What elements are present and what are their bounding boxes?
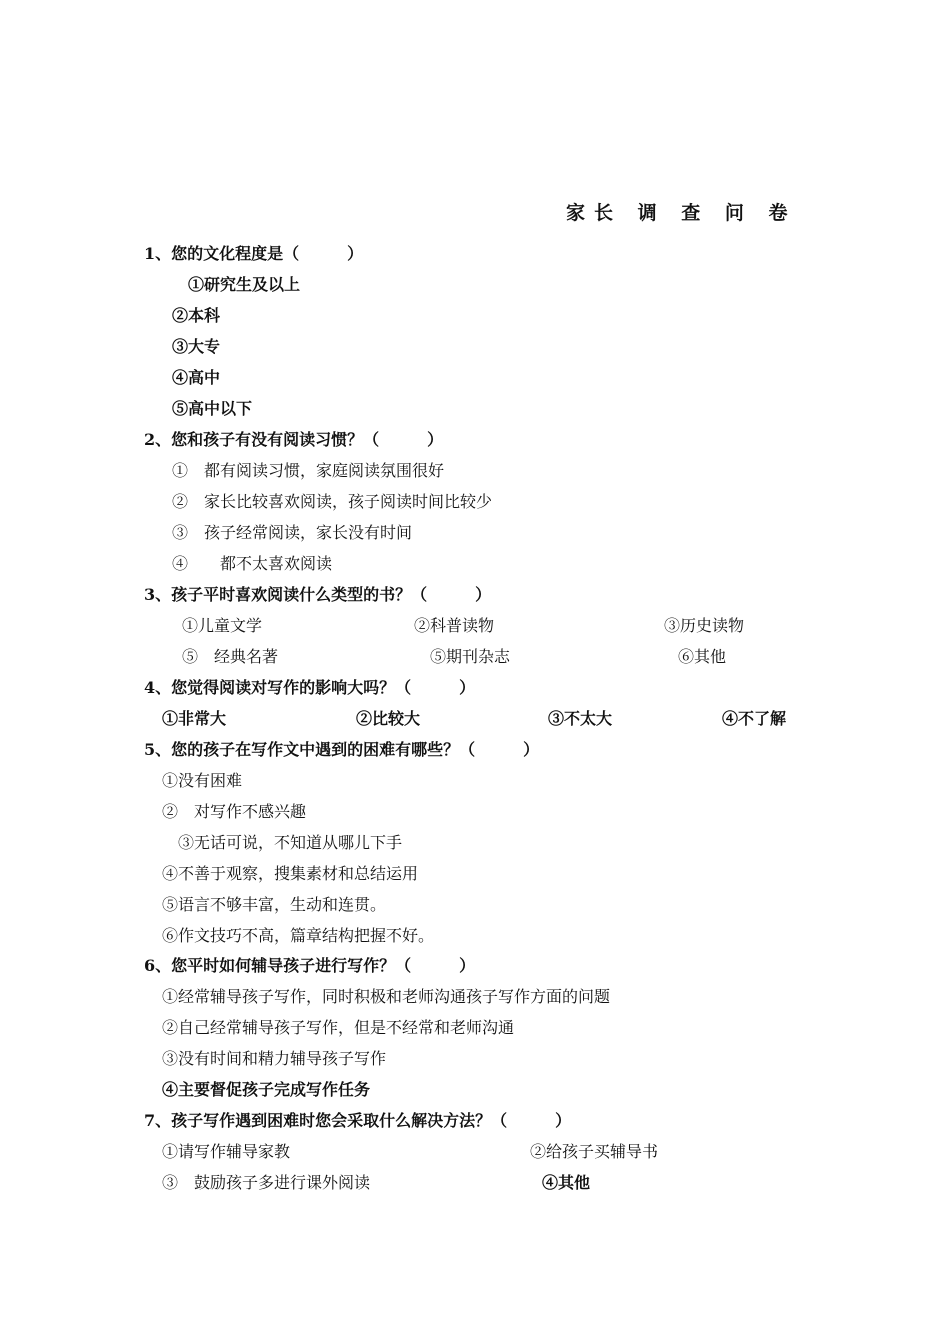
q5-option-6: ⑥作文技巧不高，篇章结构把握不好。 bbox=[162, 926, 435, 945]
q5-option-1: ①没有困难 bbox=[162, 771, 243, 790]
q3-option-4: ⑤ 经典名著 bbox=[182, 647, 279, 666]
question-5: 5、您的孩子在写作文中遇到的困难有哪些？（ ） bbox=[144, 740, 540, 759]
q2-option-2: ② 家长比较喜欢阅读，孩子阅读时间比较少 bbox=[172, 492, 493, 511]
q6-option-4: ④主要督促孩子完成写作任务 bbox=[162, 1080, 371, 1099]
q1-option-4: ④高中 bbox=[172, 368, 221, 387]
q5-option-3: ③无话可说，不知道从哪儿下手 bbox=[178, 833, 403, 852]
question-1: 1、您的文化程度是（ ） bbox=[144, 244, 364, 263]
q3-option-2: ②科普读物 bbox=[414, 616, 495, 635]
q6-option-2: ②自己经常辅导孩子写作，但是不经常和老师沟通 bbox=[162, 1018, 515, 1037]
page-title: 家长 调 查 问 卷 bbox=[566, 202, 797, 224]
question-6: 6、您平时如何辅导孩子进行写作？（ ） bbox=[144, 956, 476, 975]
q4-option-4: ④不了解 bbox=[722, 709, 787, 728]
q5-option-5: ⑤语言不够丰富，生动和连贯。 bbox=[162, 895, 387, 914]
q5-option-2: ② 对写作不感兴趣 bbox=[162, 802, 307, 821]
q1-option-1: ①研究生及以上 bbox=[188, 275, 301, 294]
q4-option-1: ①非常大 bbox=[162, 709, 227, 728]
question-7: 7、孩子写作遇到困难时您会采取什么解决方法？（ ） bbox=[144, 1111, 572, 1130]
q3-option-6: ⑥其他 bbox=[678, 647, 727, 666]
q3-option-3: ③历史读物 bbox=[664, 616, 745, 635]
question-4: 4、您觉得阅读对写作的影响大吗？（ ） bbox=[144, 678, 476, 697]
q2-option-3: ③ 孩子经常阅读，家长没有时间 bbox=[172, 523, 413, 542]
q2-option-1: ① 都有阅读习惯，家庭阅读氛围很好 bbox=[172, 461, 445, 480]
q3-option-5: ⑤期刊杂志 bbox=[430, 647, 511, 666]
q7-option-2: ②给孩子买辅导书 bbox=[530, 1142, 659, 1161]
q3-option-1: ①儿童文学 bbox=[182, 616, 263, 635]
q5-option-4: ④不善于观察，搜集素材和总结运用 bbox=[162, 864, 419, 883]
q7-option-4: ④其他 bbox=[542, 1173, 591, 1192]
question-3: 3、孩子平时喜欢阅读什么类型的书？（ ） bbox=[144, 585, 492, 604]
question-2: 2、您和孩子有没有阅读习惯？（ ） bbox=[144, 430, 444, 449]
q6-option-1: ①经常辅导孩子写作，同时积极和老师沟通孩子写作方面的问题 bbox=[162, 987, 611, 1006]
q7-option-3: ③ 鼓励孩子多进行课外阅读 bbox=[162, 1173, 371, 1192]
q4-option-3: ③不太大 bbox=[548, 709, 613, 728]
q1-option-2: ②本科 bbox=[172, 306, 221, 325]
q7-option-1: ①请写作辅导家教 bbox=[162, 1142, 291, 1161]
q4-option-2: ②比较大 bbox=[356, 709, 421, 728]
q6-option-3: ③没有时间和精力辅导孩子写作 bbox=[162, 1049, 387, 1068]
q2-option-4: ④ 都不太喜欢阅读 bbox=[172, 554, 333, 573]
q1-option-3: ③大专 bbox=[172, 337, 221, 356]
q1-option-5: ⑤高中以下 bbox=[172, 399, 253, 418]
